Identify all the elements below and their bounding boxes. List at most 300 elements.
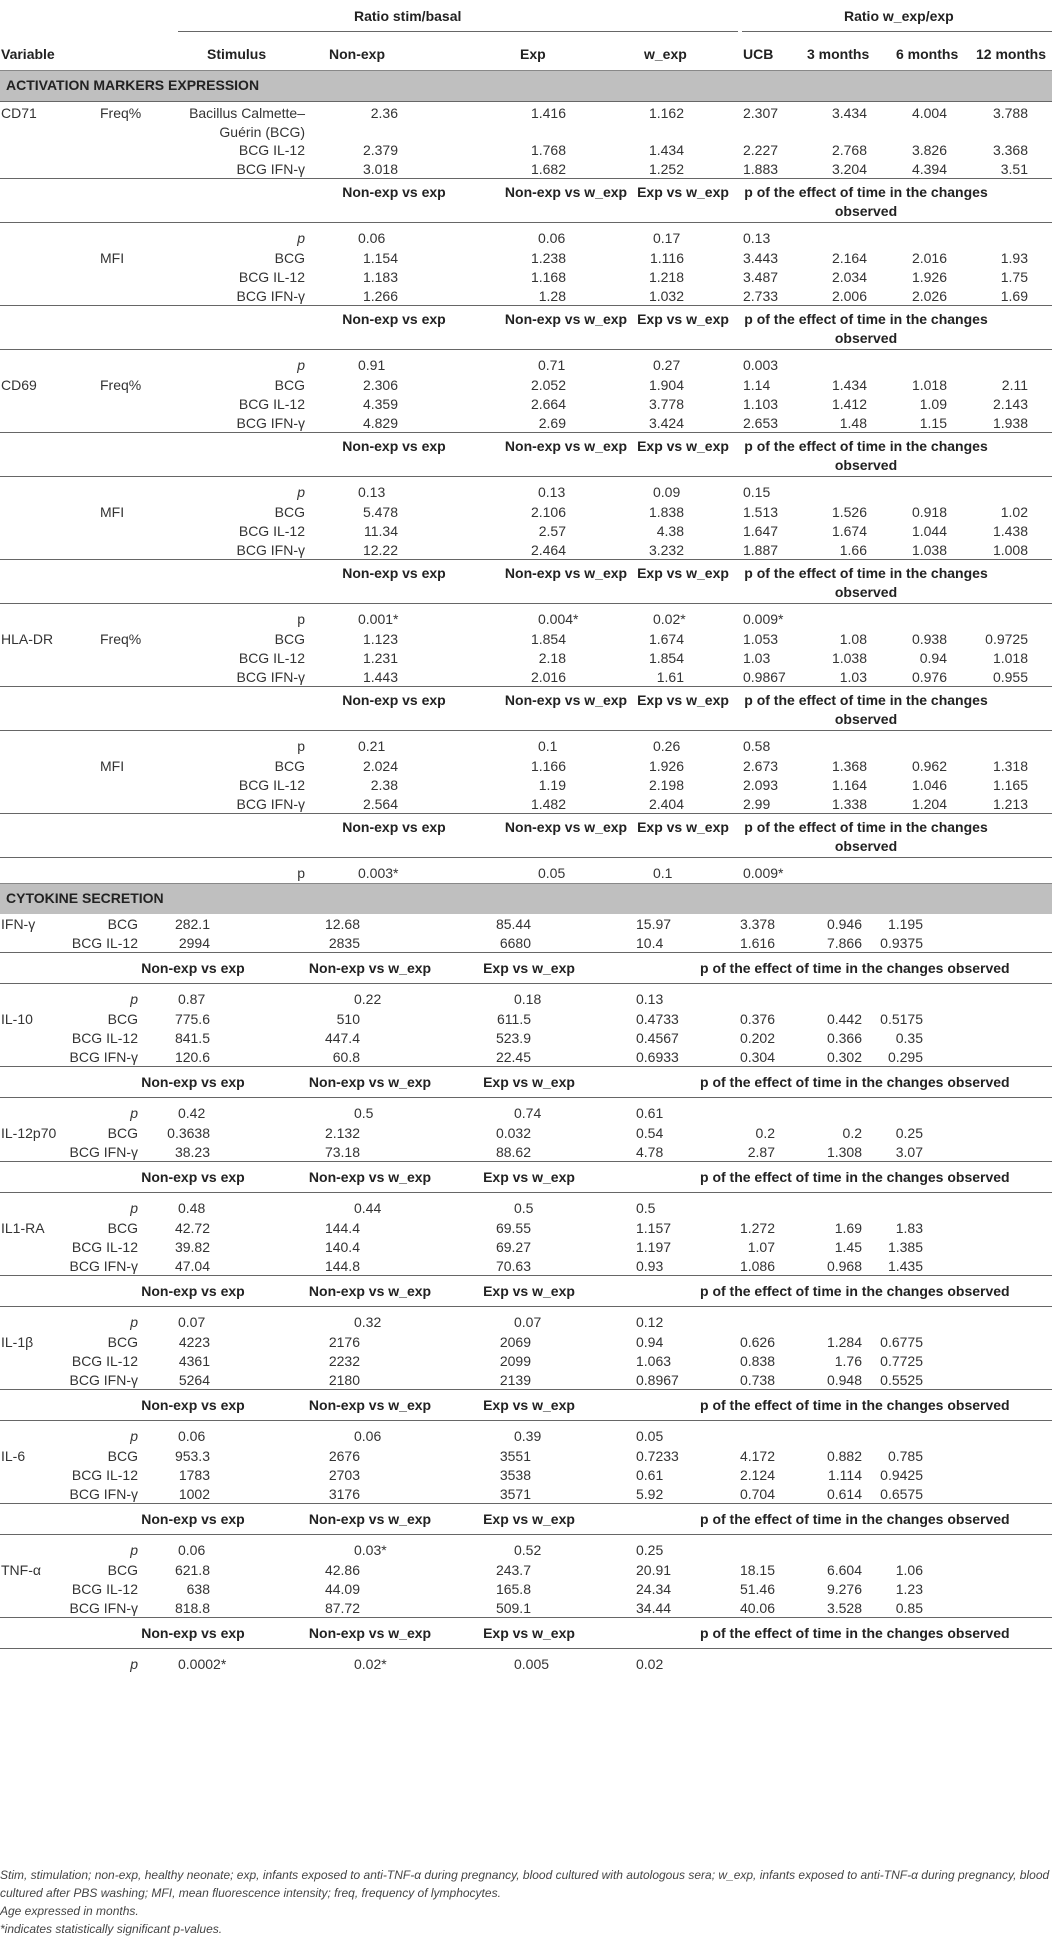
value-cell: 1.018 bbox=[911, 377, 947, 393]
p-value: 0.25 bbox=[636, 1542, 664, 1558]
value-cell: 2.664 bbox=[530, 396, 566, 412]
stimulus-label: BCG IFN-γ bbox=[236, 415, 305, 431]
section-title: CYTOKINE SECRETION bbox=[6, 890, 164, 906]
table-row bbox=[0, 140, 1052, 159]
table-row bbox=[0, 730, 1052, 756]
value-cell: 621.8 bbox=[174, 1562, 210, 1578]
value-cell: 1.435 bbox=[887, 1258, 923, 1274]
comparison-header-row bbox=[0, 559, 1052, 603]
p-value: 0.02 bbox=[636, 1656, 664, 1672]
value-cell: 1.883 bbox=[743, 161, 779, 177]
header-ratio-stim-basal: Ratio stim/basal bbox=[354, 8, 462, 24]
stimulus-label: BCG IFN-γ bbox=[69, 1258, 138, 1274]
value-cell: 4.394 bbox=[911, 161, 947, 177]
comparison-label: Non-exp vs w_exp bbox=[308, 1169, 432, 1185]
value-cell: 85.44 bbox=[495, 916, 531, 932]
stimulus-label: BCG IFN-γ bbox=[69, 1144, 138, 1160]
value-cell: 0.918 bbox=[911, 504, 947, 520]
comparison-label: Non-exp vs exp bbox=[342, 565, 446, 581]
table-row bbox=[0, 1192, 1052, 1218]
table-row bbox=[0, 629, 1052, 648]
header-exp: Exp bbox=[520, 46, 546, 62]
value-cell: 243.7 bbox=[495, 1562, 531, 1578]
value-cell: 1.93 bbox=[1000, 250, 1028, 266]
stimulus-label: BCG IL-12 bbox=[238, 650, 305, 666]
stimulus-label: BCG bbox=[274, 758, 305, 774]
comparison-label: p of the effect of time in the changes observed bbox=[700, 1169, 1010, 1185]
value-cell: 51.46 bbox=[739, 1581, 775, 1597]
table-row bbox=[0, 1218, 1052, 1237]
value-cell: 1.164 bbox=[831, 777, 867, 793]
value-cell: 40.06 bbox=[739, 1600, 775, 1616]
value-cell: 3.778 bbox=[648, 396, 684, 412]
value-cell: 0.5525 bbox=[880, 1372, 923, 1388]
table-row bbox=[0, 349, 1052, 375]
value-cell: 2.36 bbox=[370, 105, 398, 121]
value-cell: 1.904 bbox=[648, 377, 684, 393]
comparison-label: Non-exp vs w_exp bbox=[308, 960, 432, 976]
table-row bbox=[0, 248, 1052, 267]
value-cell: 0.376 bbox=[739, 1011, 775, 1027]
comparison-label: Non-exp vs exp bbox=[342, 438, 446, 454]
value-cell: 0.202 bbox=[739, 1030, 775, 1046]
table-row bbox=[0, 476, 1052, 502]
value-cell: 1.218 bbox=[648, 269, 684, 285]
value-cell: 1.123 bbox=[362, 631, 398, 647]
value-cell: 1.103 bbox=[743, 396, 779, 412]
p-label: p bbox=[130, 1200, 138, 1216]
value-cell: 10.4 bbox=[636, 935, 664, 951]
table-row bbox=[0, 775, 1052, 794]
table-row bbox=[0, 648, 1052, 667]
value-cell: 1.28 bbox=[538, 288, 566, 304]
value-cell: 144.4 bbox=[324, 1220, 360, 1236]
p-value: 0.005 bbox=[514, 1656, 550, 1672]
p-value: 0.1 bbox=[538, 738, 558, 754]
p-value: 0.26 bbox=[653, 738, 681, 754]
value-cell: 1.168 bbox=[530, 269, 566, 285]
measure-type: Freq% bbox=[100, 377, 142, 393]
p-value: 0.74 bbox=[514, 1105, 542, 1121]
stimulus-label: BCG bbox=[274, 504, 305, 520]
p-value: 0.5 bbox=[514, 1200, 534, 1216]
table-row bbox=[0, 1256, 1052, 1275]
value-cell: 0.704 bbox=[739, 1486, 775, 1502]
value-cell: 1.768 bbox=[530, 142, 566, 158]
p-value: 0.09 bbox=[653, 484, 681, 500]
value-cell: 1783 bbox=[178, 1467, 210, 1483]
value-cell: 1.854 bbox=[530, 631, 566, 647]
value-cell: 2.132 bbox=[324, 1125, 360, 1141]
comparison-label: Exp vs w_exp bbox=[483, 1397, 575, 1413]
comparison-header-row bbox=[0, 1161, 1052, 1192]
comparison-header-row bbox=[0, 813, 1052, 857]
table-row bbox=[0, 521, 1052, 540]
comparison-header-row bbox=[0, 686, 1052, 730]
value-cell: 6.604 bbox=[826, 1562, 862, 1578]
value-cell: 5.92 bbox=[636, 1486, 664, 1502]
comparison-label: Exp vs w_exp bbox=[637, 184, 729, 200]
stimulus-label: BCG bbox=[107, 1562, 138, 1578]
value-cell: 1.272 bbox=[739, 1220, 775, 1236]
value-cell: 1.197 bbox=[636, 1239, 672, 1255]
table-row bbox=[0, 794, 1052, 813]
value-cell: 0.948 bbox=[826, 1372, 862, 1388]
stimulus-label: BCG IL-12 bbox=[71, 1581, 138, 1597]
p-label: p bbox=[297, 611, 305, 627]
stimulus-label: BCG IFN-γ bbox=[236, 669, 305, 685]
value-cell: 1.238 bbox=[530, 250, 566, 266]
p-label: p bbox=[130, 1314, 138, 1330]
value-cell: 0.962 bbox=[911, 758, 947, 774]
value-cell: 2703 bbox=[328, 1467, 360, 1483]
value-cell: 3.788 bbox=[992, 105, 1028, 121]
comparison-label: Exp vs w_exp bbox=[483, 1511, 575, 1527]
p-value: 0.61 bbox=[636, 1105, 664, 1121]
comparison-label: p of the effect of time in the changes observed bbox=[700, 1074, 1010, 1090]
p-value: 0.21 bbox=[358, 738, 386, 754]
value-cell: 2.124 bbox=[739, 1467, 775, 1483]
table-row bbox=[0, 1420, 1052, 1446]
header-wexp: w_exp bbox=[644, 46, 687, 62]
stimulus-label: BCG IFN-γ bbox=[236, 288, 305, 304]
value-cell: 0.955 bbox=[992, 669, 1028, 685]
stimulus-label: BCG bbox=[107, 1125, 138, 1141]
table-row bbox=[0, 667, 1052, 686]
value-cell: 1.157 bbox=[636, 1220, 672, 1236]
value-cell: 447.4 bbox=[324, 1030, 360, 1046]
value-cell: 15.97 bbox=[636, 916, 672, 932]
value-cell: 0.738 bbox=[739, 1372, 775, 1388]
value-cell: 2.052 bbox=[530, 377, 566, 393]
value-cell: 2069 bbox=[499, 1334, 531, 1350]
variable-name: CD71 bbox=[1, 105, 37, 121]
value-cell: 0.2 bbox=[755, 1125, 775, 1141]
p-value: 0.06 bbox=[538, 230, 566, 246]
stimulus-label: BCG IFN-γ bbox=[69, 1372, 138, 1388]
table-row bbox=[0, 933, 1052, 952]
table-row bbox=[0, 222, 1052, 248]
value-cell: 0.785 bbox=[887, 1448, 923, 1464]
table-row bbox=[0, 603, 1052, 629]
measure-type: Freq% bbox=[100, 105, 142, 121]
measure-type: MFI bbox=[100, 504, 125, 520]
value-cell: 5264 bbox=[178, 1372, 210, 1388]
p-label: p bbox=[130, 1542, 138, 1558]
table-row bbox=[0, 1237, 1052, 1256]
value-cell: 2.006 bbox=[831, 288, 867, 304]
p-value: 0.13 bbox=[636, 991, 664, 1007]
p-label: p bbox=[297, 484, 305, 500]
value-cell: 1.284 bbox=[826, 1334, 862, 1350]
value-cell: 4.829 bbox=[362, 415, 398, 431]
value-cell: 0.9725 bbox=[985, 631, 1028, 647]
value-cell: 0.8967 bbox=[636, 1372, 679, 1388]
comparison-label: Exp vs w_exp bbox=[637, 438, 729, 454]
value-cell: 1.252 bbox=[648, 161, 684, 177]
comparison-label: Non-exp vs exp bbox=[141, 1074, 245, 1090]
stimulus-label: BCG bbox=[107, 916, 138, 932]
value-cell: 1.23 bbox=[895, 1581, 923, 1597]
measure-type: MFI bbox=[100, 250, 125, 266]
value-cell: 1.69 bbox=[834, 1220, 862, 1236]
table-row bbox=[0, 1332, 1052, 1351]
value-cell: 4.172 bbox=[739, 1448, 775, 1464]
stimulus-label: BCG IL-12 bbox=[71, 1353, 138, 1369]
comparison-label: Non-exp vs w_exp bbox=[504, 311, 628, 327]
value-cell: 6680 bbox=[499, 935, 531, 951]
value-cell: 1.318 bbox=[992, 758, 1028, 774]
table-row bbox=[0, 857, 1052, 883]
header-ratio-wexp-exp: Ratio w_exp/exp bbox=[844, 8, 954, 24]
value-cell: 0.5175 bbox=[880, 1011, 923, 1027]
value-cell: 0.968 bbox=[826, 1258, 862, 1274]
comparison-label: p of the effect of time in the changes observed bbox=[744, 819, 988, 854]
value-cell: 3.443 bbox=[743, 250, 779, 266]
value-cell: 1.03 bbox=[743, 650, 771, 666]
value-cell: 144.8 bbox=[324, 1258, 360, 1274]
value-cell: 3.204 bbox=[831, 161, 867, 177]
value-cell: 2676 bbox=[328, 1448, 360, 1464]
stimulus-label: BCG bbox=[107, 1220, 138, 1236]
p-value: 0.87 bbox=[178, 991, 206, 1007]
value-cell: 1.063 bbox=[636, 1353, 672, 1369]
comparison-label: Non-exp vs exp bbox=[141, 1397, 245, 1413]
value-cell: 1.183 bbox=[362, 269, 398, 285]
footnote-abbreviations: Stim, stimulation; non-exp, healthy neonate; exp, infants exposed to anti-TNF-α during pregnancy, blood cultured with autologous sera; w_exp, infants exposed to anti-TNF-α during pregnancy, blood cultured after PBS washing; MFI, mean fluorescence intensity; freq, frequency of lymphocytes. bbox=[0, 1868, 1050, 1900]
header-ucb: UCB bbox=[743, 46, 774, 62]
value-cell: 1.482 bbox=[530, 796, 566, 812]
value-cell: 1.616 bbox=[739, 935, 775, 951]
value-cell: 60.8 bbox=[332, 1049, 360, 1065]
p-value: 0.02* bbox=[653, 611, 686, 627]
value-cell: 0.4567 bbox=[636, 1030, 679, 1046]
stimulus-label: BCG IFN-γ bbox=[236, 161, 305, 177]
table-row bbox=[0, 1142, 1052, 1161]
value-cell: 2.034 bbox=[831, 269, 867, 285]
comparison-label: Exp vs w_exp bbox=[637, 692, 729, 708]
p-value: 0.02* bbox=[354, 1656, 387, 1672]
value-cell: 12.68 bbox=[324, 916, 360, 932]
p-value: 0.39 bbox=[514, 1428, 542, 1444]
comparison-label: Non-exp vs exp bbox=[342, 692, 446, 708]
comparison-header-row bbox=[0, 1275, 1052, 1306]
table-row bbox=[0, 394, 1052, 413]
value-cell: 2.026 bbox=[911, 288, 947, 304]
value-cell: 1.434 bbox=[831, 377, 867, 393]
comparison-label: p of the effect of time in the changes observed bbox=[744, 184, 988, 219]
value-cell: 1.61 bbox=[656, 669, 684, 685]
comparison-label: Non-exp vs exp bbox=[141, 1625, 245, 1641]
p-value: 0.58 bbox=[743, 738, 771, 754]
variable-name: IL-12p70 bbox=[1, 1125, 57, 1141]
value-cell: 2.227 bbox=[743, 142, 779, 158]
comparison-label: Exp vs w_exp bbox=[637, 565, 729, 581]
header-underline-left bbox=[178, 31, 738, 32]
value-cell: 2.024 bbox=[362, 758, 398, 774]
p-value: 0.48 bbox=[178, 1200, 206, 1216]
value-cell: 1.08 bbox=[839, 631, 867, 647]
value-cell: 0.304 bbox=[739, 1049, 775, 1065]
measure-type: MFI bbox=[100, 758, 125, 774]
comparison-header-row bbox=[0, 1389, 1052, 1420]
p-value: 0.5 bbox=[636, 1200, 656, 1216]
value-cell: 1.09 bbox=[919, 396, 947, 412]
value-cell: 22.45 bbox=[495, 1049, 531, 1065]
value-cell: 1.338 bbox=[831, 796, 867, 812]
value-cell: 2.653 bbox=[743, 415, 779, 431]
value-cell: 2.464 bbox=[530, 542, 566, 558]
stimulus-label: BCG IL-12 bbox=[238, 396, 305, 412]
comparison-label: p of the effect of time in the changes observed bbox=[744, 565, 988, 600]
value-cell: 42.72 bbox=[174, 1220, 210, 1236]
value-cell: 1.434 bbox=[648, 142, 684, 158]
value-cell: 69.55 bbox=[495, 1220, 531, 1236]
value-cell: 4.004 bbox=[911, 105, 947, 121]
stimulus-label: BCG IFN-γ bbox=[236, 796, 305, 812]
header-3-months: 3 months bbox=[807, 46, 870, 62]
header-variable: Variable bbox=[1, 46, 55, 62]
comparison-label: Exp vs w_exp bbox=[637, 819, 729, 835]
comparison-label: Non-exp vs w_exp bbox=[308, 1625, 432, 1641]
value-cell: 1.76 bbox=[834, 1353, 862, 1369]
comparison-label: Non-exp vs exp bbox=[141, 1169, 245, 1185]
value-cell: 140.4 bbox=[324, 1239, 360, 1255]
table-row bbox=[0, 1097, 1052, 1123]
p-label: p bbox=[130, 1656, 138, 1672]
value-cell: 1.008 bbox=[992, 542, 1028, 558]
value-cell: 2.306 bbox=[362, 377, 398, 393]
footnote-age: Age expressed in months. bbox=[0, 1904, 139, 1918]
value-cell: 3.368 bbox=[992, 142, 1028, 158]
value-cell: 2.143 bbox=[992, 396, 1028, 412]
value-cell: 1.19 bbox=[538, 777, 566, 793]
p-value: 0.44 bbox=[354, 1200, 382, 1216]
comparison-header-row bbox=[0, 1066, 1052, 1097]
comparison-label: Exp vs w_exp bbox=[637, 311, 729, 327]
value-cell: 1.07 bbox=[747, 1239, 775, 1255]
variable-name: IL1-RA bbox=[1, 1220, 45, 1236]
p-value: 0.17 bbox=[653, 230, 681, 246]
value-cell: 1.086 bbox=[739, 1258, 775, 1274]
value-cell: 1.116 bbox=[650, 250, 684, 266]
comparison-label: Exp vs w_exp bbox=[483, 1169, 575, 1185]
comparison-label: Non-exp vs w_exp bbox=[504, 184, 628, 200]
p-label: p bbox=[297, 738, 305, 754]
comparison-header-row bbox=[0, 952, 1052, 983]
stimulus-label: BCG IL-12 bbox=[71, 1467, 138, 1483]
p-value: 0.12 bbox=[636, 1314, 664, 1330]
p-value: 0.05 bbox=[636, 1428, 664, 1444]
value-cell: 2176 bbox=[328, 1334, 360, 1350]
value-cell: 0.9375 bbox=[880, 935, 923, 951]
value-cell: 1.213 bbox=[992, 796, 1028, 812]
p-value: 0.001* bbox=[358, 611, 399, 627]
value-cell: 1.385 bbox=[887, 1239, 923, 1255]
comparison-label: Non-exp vs exp bbox=[141, 960, 245, 976]
table-row bbox=[0, 756, 1052, 775]
value-cell: 1.938 bbox=[992, 415, 1028, 431]
value-cell: 0.4733 bbox=[636, 1011, 679, 1027]
table-row bbox=[0, 1534, 1052, 1560]
comparison-label: Exp vs w_exp bbox=[483, 960, 575, 976]
table-row bbox=[0, 1351, 1052, 1370]
stimulus-label: BCG bbox=[107, 1334, 138, 1350]
value-cell: 69.27 bbox=[495, 1239, 531, 1255]
p-value: 0.06 bbox=[354, 1428, 382, 1444]
value-cell: 523.9 bbox=[495, 1030, 531, 1046]
comparison-label: Non-exp vs exp bbox=[141, 1283, 245, 1299]
comparison-label: Exp vs w_exp bbox=[483, 1074, 575, 1090]
stimulus-label: BCG bbox=[107, 1011, 138, 1027]
value-cell: 3.826 bbox=[911, 142, 947, 158]
value-cell: 2.106 bbox=[530, 504, 566, 520]
section-header bbox=[0, 883, 1052, 914]
value-cell: 2180 bbox=[328, 1372, 360, 1388]
value-cell: 3.528 bbox=[826, 1600, 862, 1616]
value-cell: 2232 bbox=[328, 1353, 360, 1369]
p-value: 0.15 bbox=[743, 484, 771, 500]
value-cell: 2.18 bbox=[538, 650, 566, 666]
value-cell: 3538 bbox=[499, 1467, 531, 1483]
table-body bbox=[0, 70, 1052, 1674]
value-cell: 2.768 bbox=[831, 142, 867, 158]
comparison-label: Non-exp vs w_exp bbox=[504, 565, 628, 581]
variable-name: IL-6 bbox=[1, 1448, 26, 1464]
value-cell: 4.38 bbox=[656, 523, 684, 539]
table-row bbox=[0, 983, 1052, 1009]
value-cell: 0.7233 bbox=[636, 1448, 679, 1464]
value-cell: 2.11 bbox=[1001, 377, 1028, 393]
value-cell: 39.82 bbox=[174, 1239, 210, 1255]
value-cell: 1.443 bbox=[362, 669, 398, 685]
value-cell: 1.926 bbox=[648, 758, 684, 774]
value-cell: 2.673 bbox=[743, 758, 779, 774]
value-cell: 0.94 bbox=[636, 1334, 664, 1350]
stimulus-label: BCG bbox=[107, 1448, 138, 1464]
value-cell: 2.69 bbox=[538, 415, 566, 431]
p-value: 0.003 bbox=[743, 357, 779, 373]
value-cell: 120.6 bbox=[174, 1049, 210, 1065]
value-cell: 0.6775 bbox=[880, 1334, 923, 1350]
value-cell: 1.308 bbox=[826, 1144, 862, 1160]
value-cell: 2.379 bbox=[362, 142, 398, 158]
value-cell: 1.018 bbox=[992, 650, 1028, 666]
p-value: 0.13 bbox=[743, 230, 771, 246]
stimulus-label: BCG IFN-γ bbox=[69, 1600, 138, 1616]
table-row bbox=[0, 286, 1052, 305]
value-cell: 0.85 bbox=[895, 1600, 923, 1616]
value-cell: 9.276 bbox=[826, 1581, 862, 1597]
value-cell: 0.61 bbox=[636, 1467, 664, 1483]
value-cell: 2.57 bbox=[538, 523, 566, 539]
value-cell: 0.302 bbox=[826, 1049, 862, 1065]
table-row bbox=[0, 540, 1052, 559]
p-value: 0.5 bbox=[354, 1105, 374, 1121]
p-value: 0.1 bbox=[653, 865, 673, 881]
value-cell: 1.66 bbox=[839, 542, 867, 558]
stimulus-label: BCG IL-12 bbox=[238, 142, 305, 158]
p-value: 0.03* bbox=[354, 1542, 387, 1558]
value-cell: 73.18 bbox=[324, 1144, 360, 1160]
value-cell: 0.882 bbox=[826, 1448, 862, 1464]
value-cell: 0.93 bbox=[636, 1258, 664, 1274]
p-value: 0.07 bbox=[514, 1314, 542, 1330]
table-header bbox=[0, 0, 1052, 70]
measure-type: Freq% bbox=[100, 631, 142, 647]
value-cell: 1.231 bbox=[362, 650, 398, 666]
value-cell: 3.51 bbox=[1000, 161, 1028, 177]
